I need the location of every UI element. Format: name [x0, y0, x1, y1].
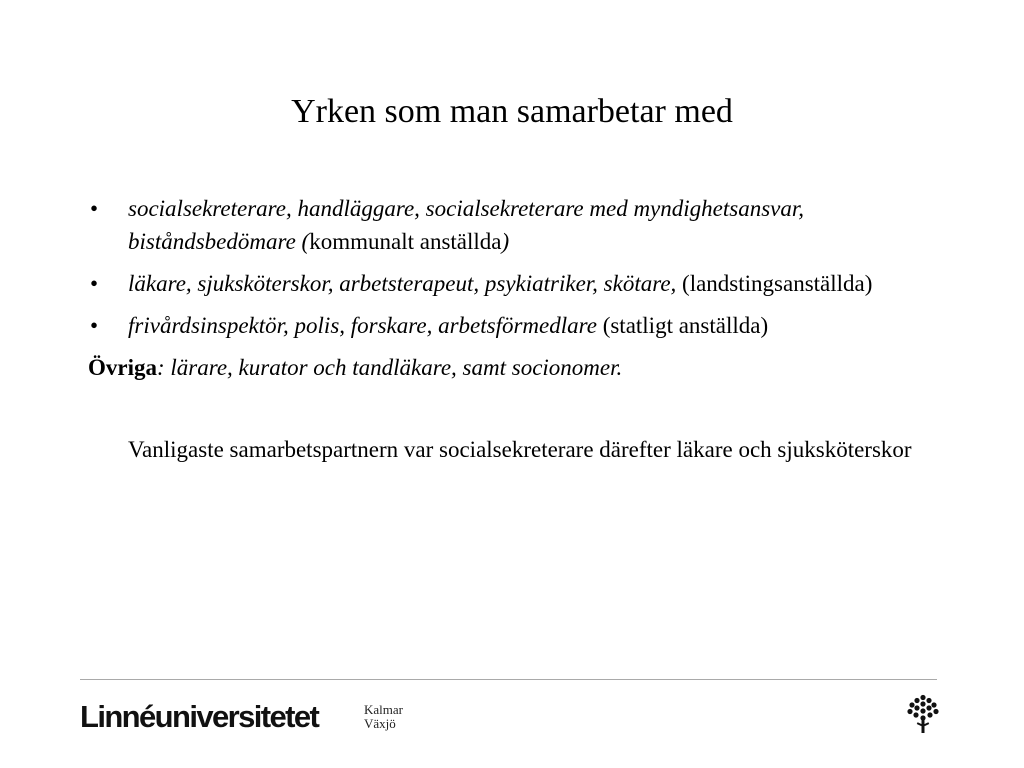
university-logo-wordmark: Linnéuniversitetet [80, 699, 319, 734]
bullet-text-normal: kommunalt anställda [309, 229, 502, 254]
ovriga-line [88, 351, 948, 384]
ovriga-text: : lärare, kurator och tandläkare, samt socionomer. [157, 355, 623, 380]
bullet-text-italic: läkare, sjuksköterskor, arbetsterapeut, psykiatriker, skötare, [128, 271, 677, 296]
bullet-text-italic: frivårdsinspektör, polis, forskare, arbetsförmedlare [128, 313, 597, 338]
logo-city-kalmar: Kalmar [364, 702, 403, 717]
footer-divider [80, 679, 937, 680]
ovriga-label: Övriga [88, 355, 157, 380]
bullet-text-normal: (landstingsanställda) [676, 271, 873, 296]
bullet-item [88, 309, 948, 342]
bullet-marker: • [90, 313, 99, 338]
bullet-item [88, 267, 948, 300]
bullet-item [88, 192, 948, 258]
slide-content [88, 192, 948, 466]
slide-title: Yrken som man samarbetar med [291, 93, 733, 130]
bullet-text-italic-end: ) [501, 229, 510, 254]
summary-text: Vanligaste samarbetspartnern var socialsekreterare därefter läkare och sjuksköterskor [128, 437, 912, 462]
bullet-marker: • [90, 271, 99, 296]
logo-city-vaxjo: Växjö [364, 716, 396, 731]
bullet-text-italic: socialsekreterare, handläggare, socialsekreterare med myndighetsansvar, biståndsbedömare ( [128, 196, 805, 254]
tree-logo-icon [905, 694, 941, 734]
bullet-text-normal: (statligt anställda) [596, 313, 769, 338]
university-logo-cities [364, 703, 403, 731]
bullet-marker: • [90, 196, 99, 221]
